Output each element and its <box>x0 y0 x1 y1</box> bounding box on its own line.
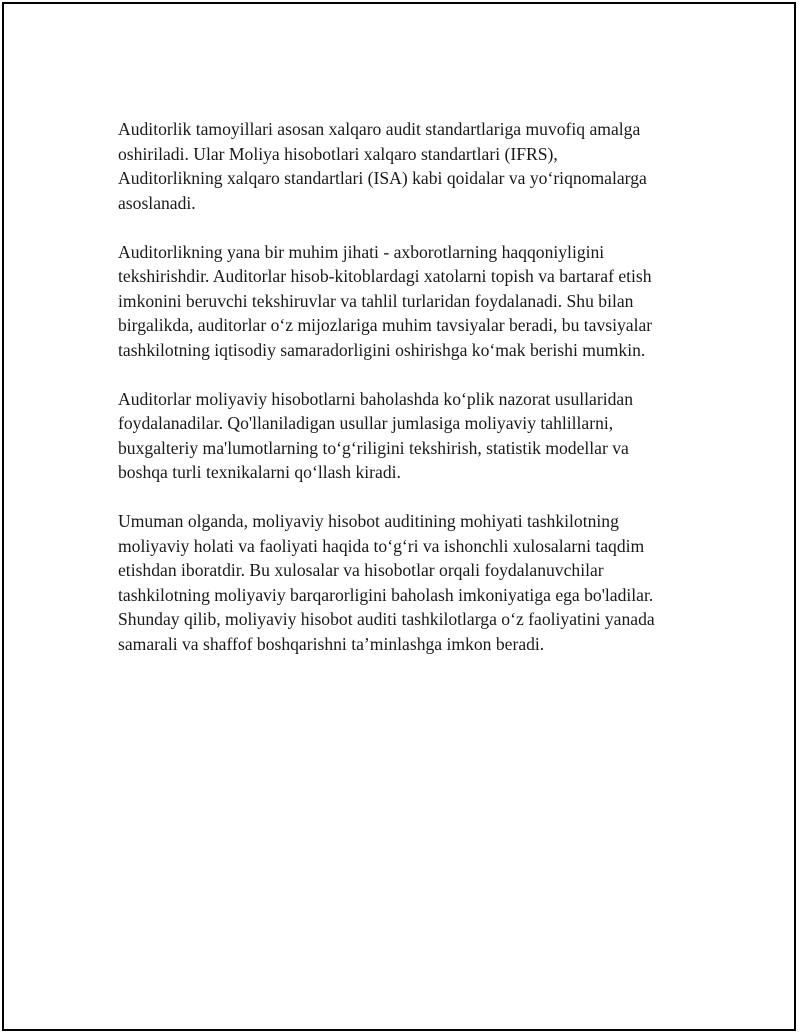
text-line: Umuman olganda, moliyaviy hisobot auditining mohiyati tashkilotning <box>118 511 619 531</box>
text-line: tashkilotning moliyaviy barqarorligini baholash imkoniyatiga ega bo'ladilar. <box>118 584 654 605</box>
text-line: tashkilotning iqtisodiy samaradorligini oshirishga ko‘mak berishi mumkin. <box>118 339 646 360</box>
paragraph-audit-principles <box>118 117 718 215</box>
document-body <box>118 117 718 681</box>
text-line: boshqa turli texnikalarni qo‘llash kiradi. <box>118 462 401 482</box>
text-line: imkonini beruvchi tekshiruvlar va tahlil turlaridan foydalanadi. Shu bilan <box>118 290 634 311</box>
text-line: tekshirishdir. Auditorlar hisob-kitoblardagi xatolarni topish va bartaraf etish <box>118 266 652 286</box>
text-line: foydalanadilar. Qo'llaniladigan usullar jumlasiga moliyaviy tahlillarni, <box>118 413 614 433</box>
text-line: buxgalteriy ma'lumotlarning to‘g‘riligini tekshirish, statistik modellar va <box>118 437 629 458</box>
paragraph-conclusion <box>118 509 718 656</box>
text-line: Auditorlar moliyaviy hisobotlarni baholashda ko‘plik nazorat usullaridan <box>118 388 633 409</box>
text-line: Auditorlikning xalqaro standartlari (ISA) kabi qoidalar va yo‘riqnomalarga <box>118 168 647 188</box>
text-line: samarali va shaffof boshqarishni ta’minlashga imkon beradi. <box>118 633 545 654</box>
text-line: oshiriladi. Ular Moliya hisobotlari xalqaro standartlari (IFRS), <box>118 143 558 164</box>
text-line: etishdan iboratdir. Bu xulosalar va hisobotlar orqali foydalanuvchilar <box>118 560 604 580</box>
text-line: birgalikda, auditorlar o‘z mijozlariga muhim tavsiyalar beradi, bu tavsiyalar <box>118 315 653 335</box>
text-line: Shunday qilib, moliyaviy hisobot auditi tashkilotlarga o‘z faoliyatini yanada <box>118 609 655 629</box>
paragraph-information-reliability <box>118 240 718 363</box>
text-line: moliyaviy holati va faoliyati haqida to‘g‘ri va ishonchli xulosalarni taqdim <box>118 535 645 556</box>
text-line: Auditorlikning yana bir muhim jihati - axborotlarning haqqoniyligini <box>118 241 605 262</box>
paragraph-control-methods <box>118 387 718 485</box>
text-line: asoslanadi. <box>118 192 196 213</box>
text-line: Auditorlik tamoyillari asosan xalqaro audit standartlariga muvofiq amalga <box>118 119 641 139</box>
